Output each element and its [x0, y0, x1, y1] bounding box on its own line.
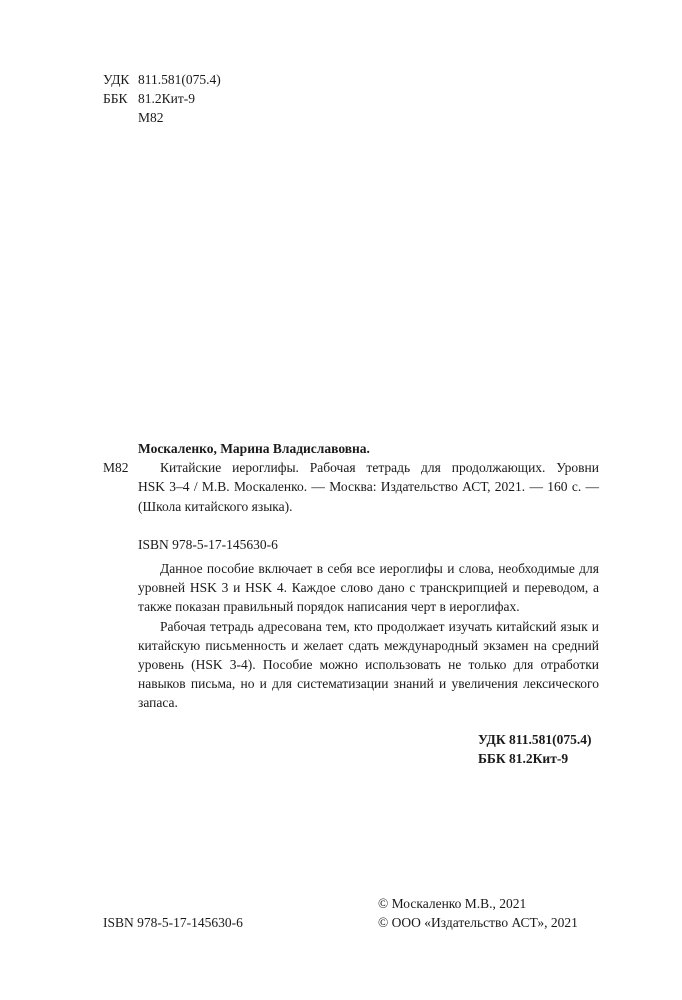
bbk-label: ББК	[103, 91, 128, 106]
bottom-isbn: ISBN 978-5-17-145630-6	[103, 915, 243, 930]
classification-block	[103, 730, 600, 768]
annotation-paragraph-2: Рабочая тетрадь адресована тем, кто продолжает изучать китайский язык и китайскую письменность и желает сдать международный экзамен на средний уровень (HSK 3-4). Пособие можно использовать не только для отработки навыков письма, но и для систематизации знаний и увеличения лексического запаса.	[138, 618, 599, 711]
top-classification-codes	[103, 70, 221, 127]
catalog-author-mark: М82	[103, 460, 129, 476]
copyright-block	[378, 894, 578, 932]
bbk-row	[103, 89, 221, 108]
udk-label: УДК	[103, 72, 130, 87]
udk-value: 811.581(075.4)	[138, 72, 221, 87]
bbk-value: 81.2Кит-9	[138, 91, 195, 106]
annotation	[138, 559, 599, 713]
catalog-entry-text	[138, 458, 599, 516]
bbk-full: ББК 81.2Кит-9	[478, 750, 569, 766]
copyright-publisher: © ООО «Издательство АСТ», 2021	[378, 915, 578, 930]
udk-full: УДК 811.581(075.4)	[478, 731, 592, 747]
catalog-author: Москаленко, Марина Владиславовна.	[138, 441, 370, 456]
annotation-paragraph-1: Данное пособие включает в себя все иероглифы и слова, необходимые для уровней HSK 3 и HSK 4. Каждое слово дано с транскрипцией и переводом, а также показан правильный порядок написания черт в иероглифах.	[138, 561, 599, 615]
catalog-entry-description: HSK 3–4 / М.В. Москаленко. — Москва: Издательство АСТ, 2021. — 160 с. — (Школа китайского языка).	[138, 479, 599, 514]
catalog-card	[103, 439, 599, 768]
catalog-isbn: ISBN 978-5-17-145630-6	[138, 536, 278, 552]
catalog-entry-title-line: Китайские иероглифы. Рабочая тетрадь для продолжающих. Уровни	[160, 460, 599, 476]
catalog-entry	[103, 458, 599, 516]
top-author-mark: М82	[138, 110, 164, 125]
udk-row	[103, 70, 221, 89]
copyright-author: © Москаленко М.В., 2021	[378, 896, 527, 911]
